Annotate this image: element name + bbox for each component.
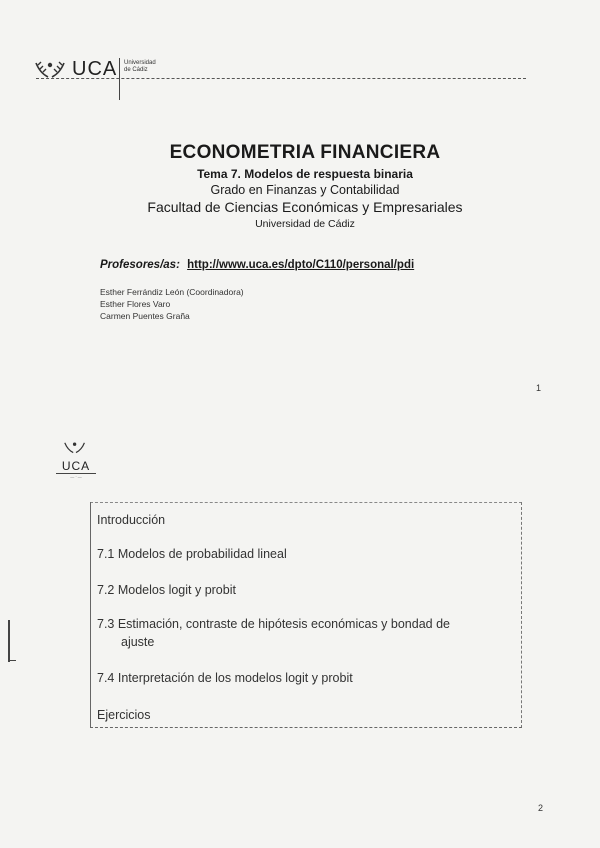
faculty-name: Facultad de Ciencias Económicas y Empresariales [147,199,463,215]
university-label: Universidad de Cádiz [255,218,355,230]
table-of-contents [90,502,522,728]
professor-item: Esther Ferrándiz León (Coordinadora) [100,287,244,297]
professors-link[interactable]: http://www.uca.es/dpto/C110/personal/pdi [187,259,415,271]
toc-item: Introducción [97,513,166,527]
laurel-icon [62,440,90,454]
toc-item: 7.1 Modelos de probabilidad lineal [97,547,287,561]
toc-item: 7.4 Interpretación de los modelos logit y probit [97,671,353,685]
professor-item: Esther Flores Varo [100,299,171,309]
toc-item: Ejercicios [97,708,151,722]
professors-list [100,286,244,322]
header-divider [119,58,120,100]
uca-logo-small [56,440,96,479]
header-rule [36,78,526,79]
scan-mark [8,620,10,662]
uca-logo [34,58,117,80]
toc-item: 7.2 Modelos logit y probit [97,583,236,597]
laurel-icon [34,59,70,79]
scan-mark [8,660,16,661]
professors-line [100,259,414,271]
logo-caption: — · — [70,474,82,479]
logo-text: UCA [72,57,118,80]
professors-label: Profesores/as: [100,259,180,271]
topic-subtitle: Tema 7. Modelos de respuesta binaria [197,167,413,181]
degree-name: Grado en Finanzas y Contabilidad [210,183,400,197]
professor-item: Carmen Puentes Graña [100,311,190,321]
page-number-2: 2 [538,803,544,813]
logo-text: UCA [56,459,96,474]
university-name: Universidad de Cádiz [124,60,156,73]
page-title: ECONOMETRIA FINANCIERA [169,142,441,163]
page-number-1: 1 [536,383,542,393]
toc-item: 7.3 Estimación, contraste de hipótesis económicas y bondad de ajuste [97,617,450,649]
